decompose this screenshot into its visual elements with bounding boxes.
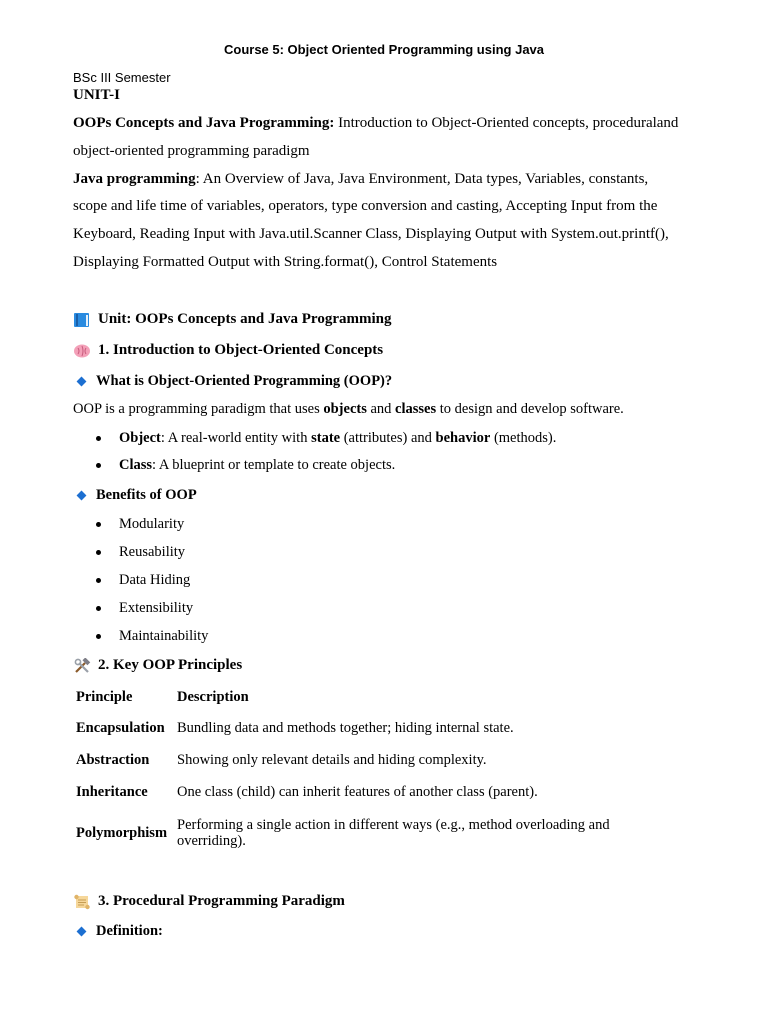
course-title: Course 5: Object Oriented Programming using Java: [223, 42, 545, 57]
definition-heading: Definition:: [78, 923, 163, 940]
table-row: [73, 712, 660, 744]
bullet-icon: [96, 522, 101, 527]
small-blue-diamond-icon: [77, 377, 87, 387]
semester-label: BSc III Semester: [73, 70, 171, 85]
table-cell-description: Performing a single action in different ways (e.g., method overloading and overriding).: [177, 817, 610, 849]
bullet-icon: [96, 550, 101, 555]
scroll-icon: [73, 894, 91, 910]
unit-label: UNIT-I: [73, 87, 120, 103]
list-item: Modularity: [96, 516, 184, 533]
syllabus-line-2: object-oriented programming paradigm: [73, 143, 310, 159]
list-item: Extensibility: [96, 600, 193, 617]
column-header-principle: Principle: [76, 688, 133, 705]
bullet-icon: [96, 634, 101, 639]
syllabus-line-5: Keyboard, Reading Input with Java.util.Scanner Class, Displaying Output with System.out.printf(),: [73, 226, 669, 242]
small-blue-diamond-icon: [77, 927, 87, 937]
unit-heading: Unit: OOPs Concepts and Java Programming: [73, 311, 391, 328]
hammer-wrench-icon: [73, 658, 91, 674]
blue-book-icon: [73, 312, 91, 328]
syllabus-line-4: scope and life time of variables, operators, type conversion and casting, Accepting Input from the: [73, 198, 658, 214]
list-item: Maintainability: [96, 628, 208, 645]
bullet-icon: [96, 463, 101, 468]
list-item-object: Object: A real-world entity with state (attributes) and behavior (methods).: [96, 430, 556, 447]
table-row: [73, 808, 660, 858]
benefits-heading: Benefits of OOP: [78, 487, 197, 504]
syllabus-line-6: Displaying Formatted Output with String.format(), Control Statements: [73, 254, 498, 270]
table-cell-principle: Inheritance: [76, 783, 148, 800]
section-2-heading: 2. Key OOP Principles: [73, 657, 242, 674]
oop-definition: OOP is a programming paradigm that uses objects and classes to design and develop software.: [73, 401, 624, 417]
table-cell-principle: Abstraction: [76, 751, 150, 768]
table-cell-description: Showing only relevant details and hiding complexity.: [177, 752, 487, 768]
bullet-icon: [96, 606, 101, 611]
list-item: Reusability: [96, 544, 185, 561]
section-1-heading: 1. Introduction to Object-Oriented Concepts: [73, 342, 383, 359]
small-blue-diamond-icon: [77, 491, 87, 501]
table-row: [73, 744, 660, 776]
table-row: [73, 776, 660, 808]
brain-icon: [73, 343, 91, 359]
table-cell-description: Bundling data and methods together; hiding internal state.: [177, 720, 514, 736]
bullet-icon: [96, 578, 101, 583]
bullet-icon: [96, 436, 101, 441]
table-cell-description: One class (child) can inherit features of another class (parent).: [177, 784, 538, 800]
principles-table: [73, 682, 660, 858]
table-cell-principle: Polymorphism: [76, 824, 168, 841]
table-cell-principle: Encapsulation: [76, 719, 165, 736]
what-is-oop-heading: What is Object-Oriented Programming (OOP)?: [78, 373, 392, 390]
syllabus-line-1: OOPs Concepts and Java Programming: Introduction to Object-Oriented concepts, proceduraland: [73, 115, 679, 131]
list-item: Data Hiding: [96, 572, 190, 589]
syllabus-line-3: Java programming: An Overview of Java, Java Environment, Data types, Variables, constants,: [73, 171, 649, 187]
section-3-heading: 3. Procedural Programming Paradigm: [73, 893, 345, 910]
column-header-description: Description: [177, 689, 249, 705]
list-item-class: Class: A blueprint or template to create objects.: [96, 457, 395, 474]
table-header-row: [73, 682, 660, 712]
